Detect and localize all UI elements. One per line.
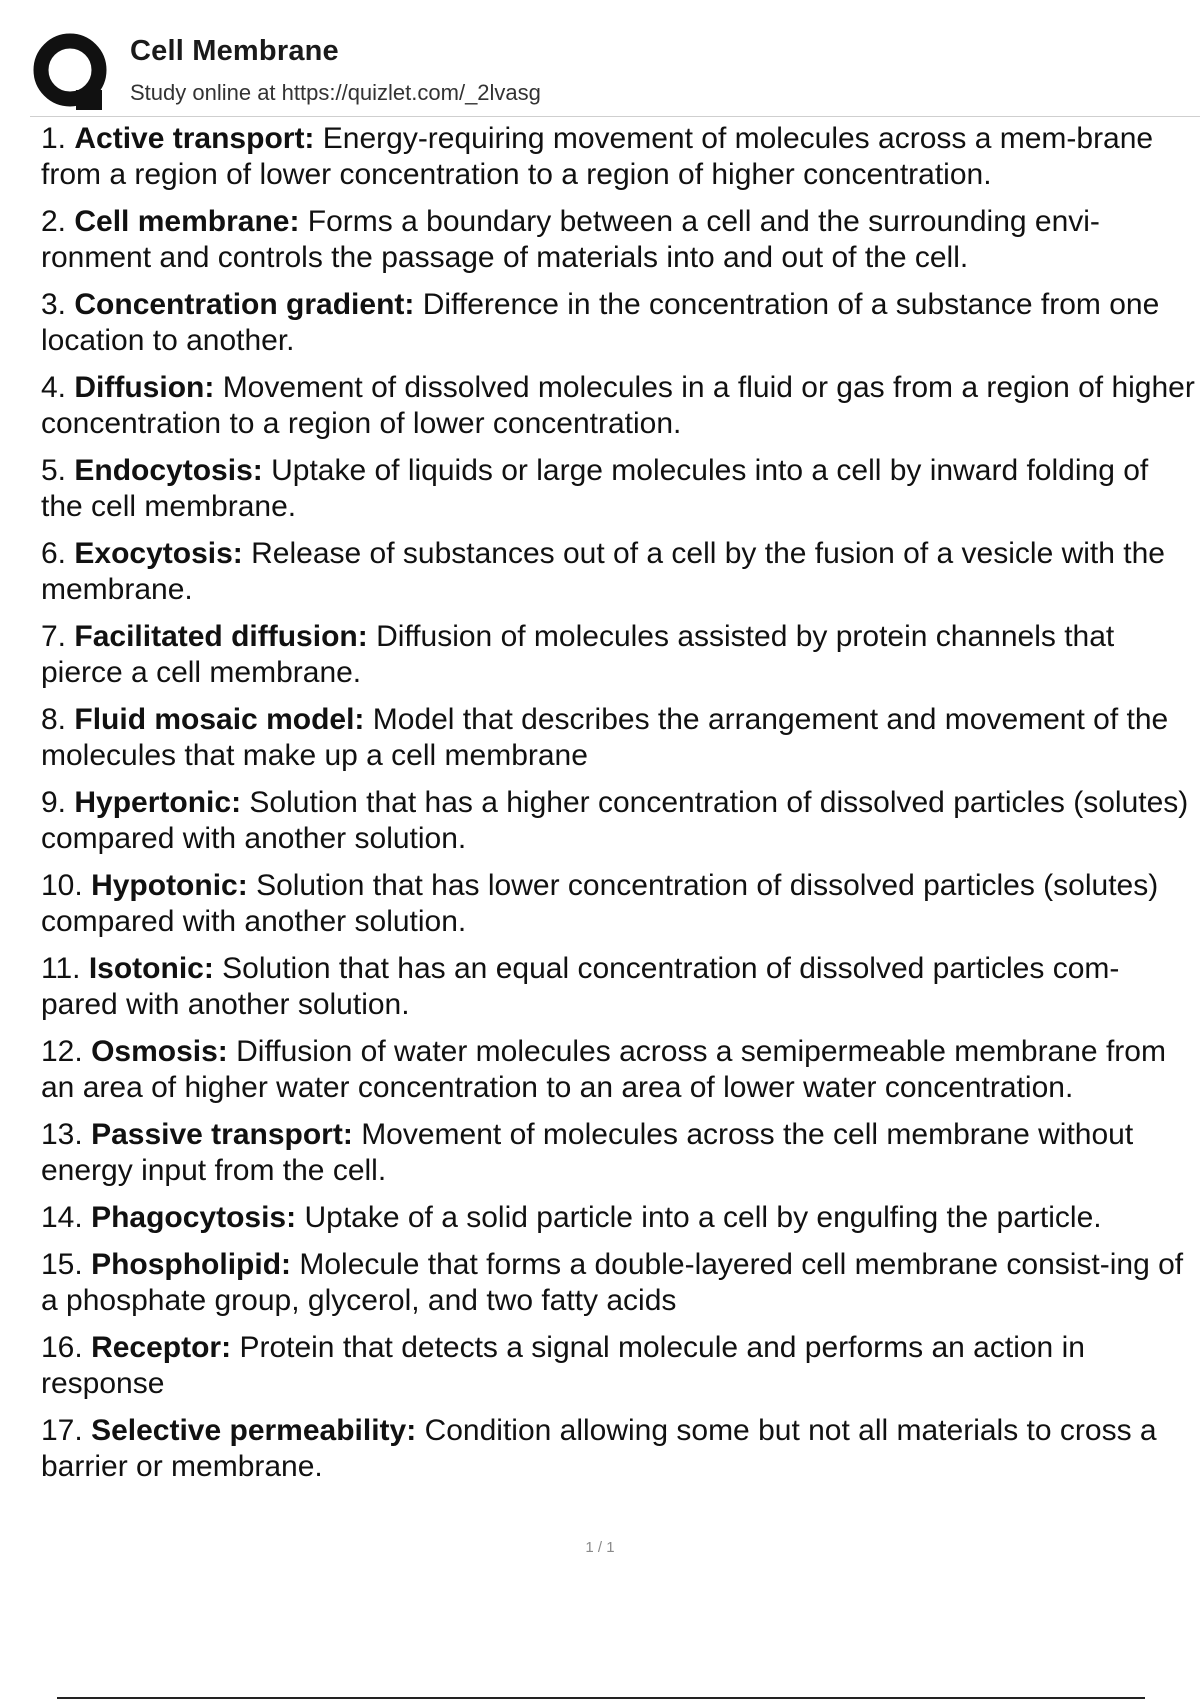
term-definition: Protein that detects a signal molecule and performs an action in response xyxy=(41,1331,1085,1400)
term-number: 14. xyxy=(41,1201,83,1234)
term-number: 16. xyxy=(41,1331,83,1364)
document-title: Cell Membrane xyxy=(130,35,339,67)
term-definition: Uptake of a solid particle into a cell by engulfing the particle. xyxy=(304,1201,1102,1234)
term-name: Selective permeability: xyxy=(91,1414,417,1447)
term-name: Isotonic: xyxy=(88,952,214,985)
term-item xyxy=(41,1117,1196,1189)
term-definition: Diffusion of water molecules across a semipermeable membrane from an area of higher water concentration to an area of lower water concentration. xyxy=(41,1035,1166,1104)
term-item xyxy=(41,121,1196,193)
term-item xyxy=(41,453,1196,525)
term-item xyxy=(41,1330,1196,1402)
term-number: 2. xyxy=(41,205,67,238)
term-definition: Solution that has an equal concentration of dissolved particles com-pared with another solution. xyxy=(41,952,1120,1021)
term-number: 11. xyxy=(41,952,81,985)
term-definition: Release of substances out of a cell by the fusion of a vesicle with the membrane. xyxy=(41,537,1165,606)
term-name: Osmosis: xyxy=(91,1035,228,1068)
term-name: Receptor: xyxy=(91,1331,232,1364)
term-number: 4. xyxy=(41,371,67,404)
term-definition: Uptake of liquids or large molecules into a cell by inward folding of the cell membrane. xyxy=(41,454,1149,523)
term-definition: Movement of dissolved molecules in a fluid or gas from a region of higher concentration to a region of lower concentration. xyxy=(41,371,1195,440)
term-definition: Difference in the concentration of a substance from one location to another. xyxy=(41,288,1160,357)
term-definition: Condition allowing some but not all materials to cross a barrier or membrane. xyxy=(41,1414,1157,1483)
term-number: 7. xyxy=(41,620,67,653)
document-header xyxy=(30,30,1200,118)
term-item xyxy=(41,1034,1196,1106)
term-number: 5. xyxy=(41,454,67,487)
term-name: Concentration gradient: xyxy=(74,288,415,321)
term-number: 17. xyxy=(41,1414,83,1447)
term-name: Hypotonic: xyxy=(91,869,248,902)
term-name: Exocytosis: xyxy=(74,537,243,570)
term-item xyxy=(41,370,1196,442)
term-definition: Solution that has lower concentration of dissolved particles (solutes) compared with another solution. xyxy=(41,869,1159,938)
term-number: 15. xyxy=(41,1248,83,1281)
term-definition: Model that describes the arrangement and movement of the molecules that make up a cell membrane xyxy=(41,703,1169,772)
term-item xyxy=(41,785,1196,857)
term-definition: Diffusion of molecules assisted by protein channels that pierce a cell membrane. xyxy=(41,620,1115,689)
term-item xyxy=(41,702,1196,774)
term-item xyxy=(41,536,1196,608)
quizlet-logo-icon xyxy=(32,32,114,114)
term-number: 12. xyxy=(41,1035,83,1068)
term-item xyxy=(41,619,1196,691)
term-name: Active transport: xyxy=(74,122,315,155)
term-name: Facilitated diffusion: xyxy=(74,620,368,653)
term-number: 1. xyxy=(41,122,67,155)
term-number: 10. xyxy=(41,869,83,902)
term-number: 9. xyxy=(41,786,67,819)
term-item xyxy=(41,1413,1196,1485)
term-item xyxy=(41,1247,1196,1319)
term-name: Endocytosis: xyxy=(74,454,263,487)
term-definition: Forms a boundary between a cell and the surrounding envi-ronment and controls the passage of materials into and out of the cell. xyxy=(41,205,1100,274)
study-link[interactable]: Study online at https://quizlet.com/_2lvasg xyxy=(130,80,541,105)
term-number: 13. xyxy=(41,1118,83,1151)
term-number: 8. xyxy=(41,703,67,736)
term-item xyxy=(41,868,1196,940)
page-number: 1 / 1 xyxy=(585,1539,615,1556)
term-item xyxy=(41,204,1196,276)
term-definition: Energy-requiring movement of molecules across a mem-brane from a region of lower concentration to a region of higher concentration. xyxy=(41,122,1154,191)
term-item xyxy=(41,1200,1196,1236)
term-definition: Solution that has a higher concentration of dissolved particles (solutes) compared with another solution. xyxy=(41,786,1189,855)
term-name: Fluid mosaic model: xyxy=(74,703,365,736)
term-name: Diffusion: xyxy=(74,371,215,404)
footer-rule xyxy=(57,1697,1145,1699)
term-name: Passive transport: xyxy=(91,1118,353,1151)
term-name: Cell membrane: xyxy=(74,205,300,238)
term-name: Hypertonic: xyxy=(74,786,242,819)
header-divider xyxy=(30,116,1200,117)
term-name: Phagocytosis: xyxy=(91,1201,297,1234)
terms-list xyxy=(41,121,1196,1496)
term-name: Phospholipid: xyxy=(91,1248,292,1281)
term-definition: Movement of molecules across the cell membrane without energy input from the cell. xyxy=(41,1118,1134,1187)
term-item xyxy=(41,951,1196,1023)
term-definition: Molecule that forms a double-layered cell membrane consist-ing of a phosphate group, glycerol, and two fatty acids xyxy=(41,1248,1184,1317)
term-number: 3. xyxy=(41,288,67,321)
term-item xyxy=(41,287,1196,359)
term-number: 6. xyxy=(41,537,67,570)
